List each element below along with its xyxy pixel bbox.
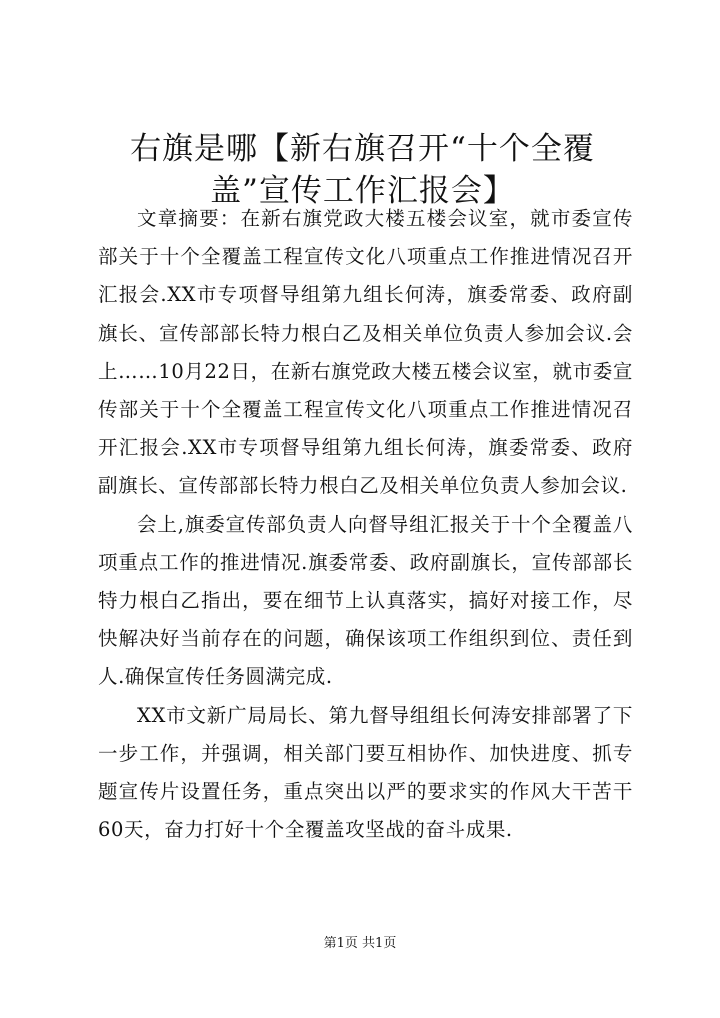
paragraph-summary: 文章摘要：在新右旗党政大楼五楼会议室，就市委宣传部关于十个全覆盖工程宣传文化八项重点工作推进情况召开汇报会.XX市专项督导组第九组长何涛，旗委常委、政府副旗长、宣传部部长特力根白乙及相关单位负责人参加会议.会上……10月22日，在新右旗党政大楼五楼会议室，就市委宣传部关于十个全覆盖工程宣传文化八项重点工作推进情况召开汇报会.XX市专项督导组第九组长何涛，旗委常委、政府副旗长、宣传部部长特力根白乙及相关单位负责人参加会议. — [98, 207, 633, 498]
document-body — [98, 200, 633, 849]
page-footer: 第1页 共1页 — [323, 936, 397, 951]
paragraph-deployment: XX市文新广局局长、第九督导组组长何涛安排部署了下一步工作，并强调，相关部门要互相协作、加快进度、抓专题宣传片设置任务，重点突出以严的要求实的作风大干苦干60天，奋力打好十个全覆盖攻坚战的奋斗成果. — [98, 703, 633, 842]
paragraph-meeting: 会上,旗委宣传部负责人向督导组汇报关于十个全覆盖八项重点工作的推进情况.旗委常委、政府副旗长，宣传部部长特力根白乙指出，要在细节上认真落实，搞好对接工作，尽快解决好当前存在的问题，确保该项工作组织到位、责任到人.确保宣传任务圆满完成. — [98, 512, 633, 689]
document-title: 右旗是哪【新右旗召开“十个全覆盖”宣传工作汇报会】 — [130, 131, 595, 209]
